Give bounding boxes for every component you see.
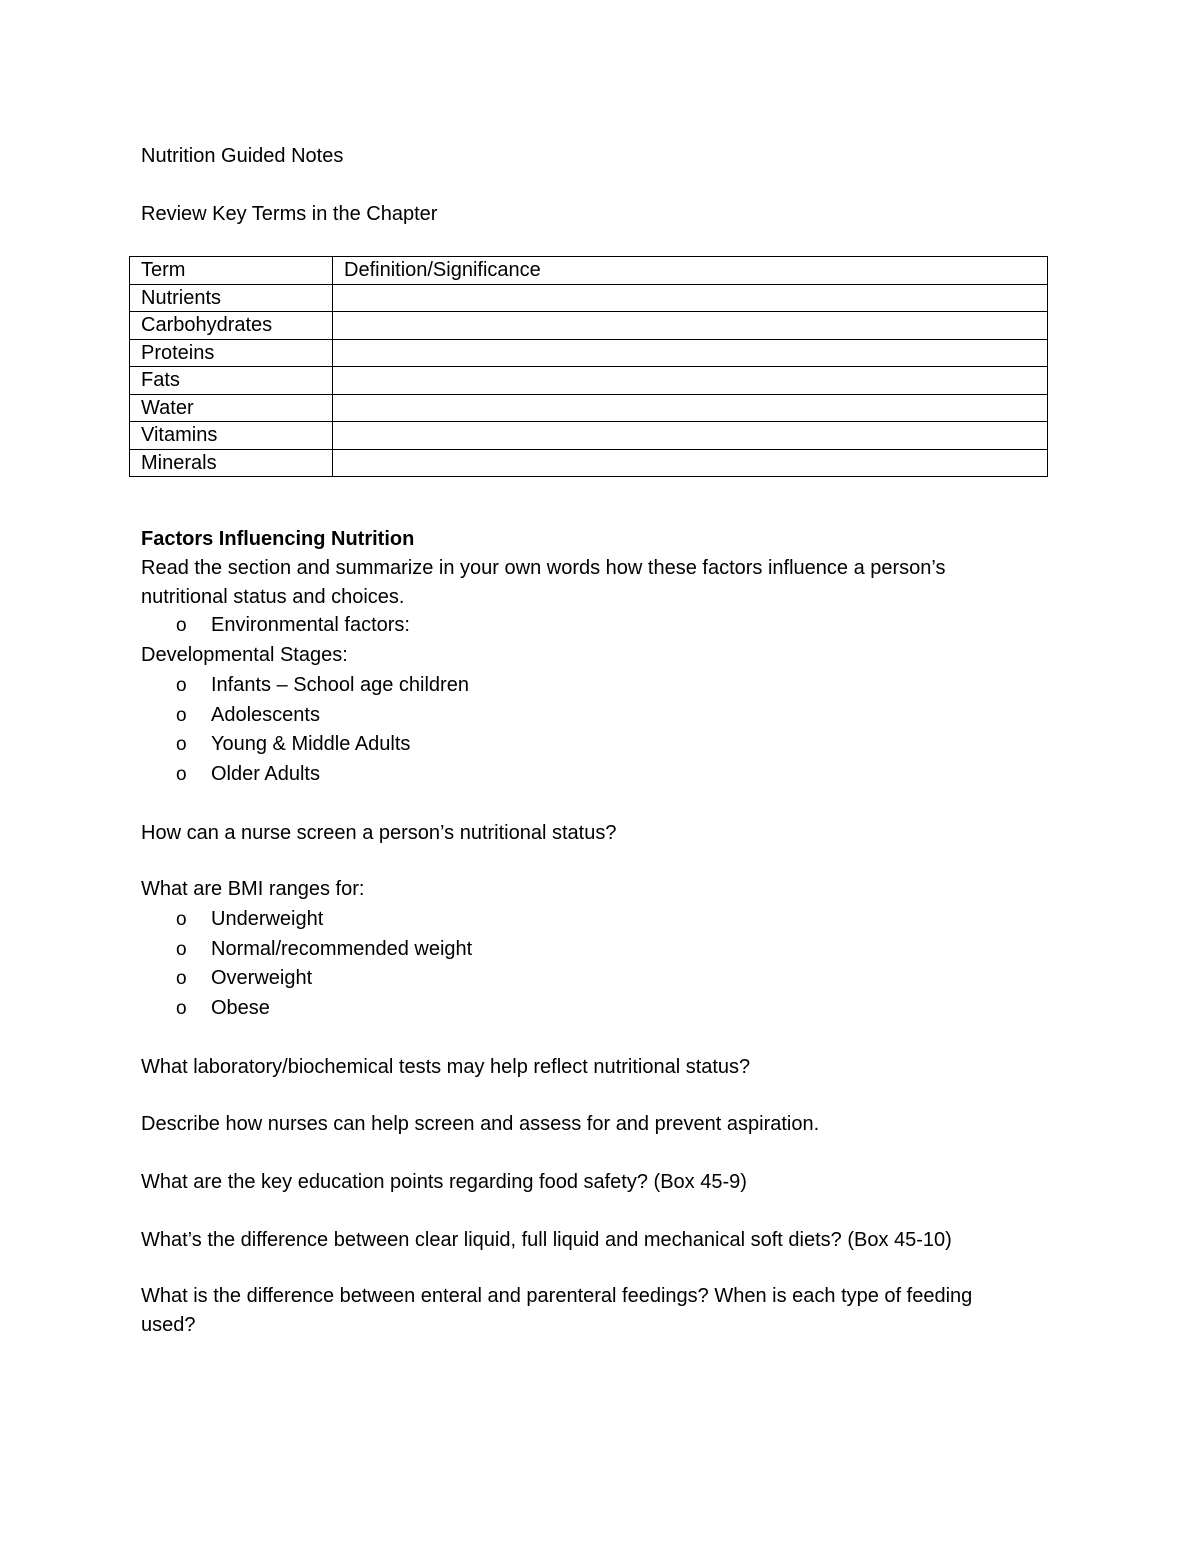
term-cell: Minerals: [130, 449, 333, 477]
table-row: [130, 339, 1048, 367]
term-cell: Water: [130, 394, 333, 422]
table-header-row: [130, 257, 1048, 285]
question-lab-tests: What laboratory/biochemical tests may help reflect nutritional status?: [141, 1056, 751, 1078]
list-item-text: Older Adults: [211, 763, 320, 785]
definition-cell[interactable]: [333, 449, 1048, 477]
table-header-definition: Definition/Significance: [333, 257, 1048, 285]
table-row: [130, 312, 1048, 340]
definition-cell[interactable]: [333, 312, 1048, 340]
term-cell: Nutrients: [130, 284, 333, 312]
list-item: [176, 906, 323, 933]
factors-heading: Factors Influencing Nutrition: [141, 528, 415, 550]
bullet-marker: o: [176, 939, 187, 960]
definition-cell[interactable]: [333, 394, 1048, 422]
review-heading: Review Key Terms in the Chapter: [141, 203, 438, 225]
list-item: [176, 936, 472, 963]
table-row: [130, 394, 1048, 422]
list-item: [176, 702, 320, 729]
bullet-marker: o: [176, 968, 187, 989]
term-cell: Vitamins: [130, 422, 333, 450]
bullet-marker: o: [176, 764, 187, 785]
question-feedings-line2: used?: [141, 1314, 196, 1336]
bullet-marker: o: [176, 615, 187, 636]
table-row: [130, 449, 1048, 477]
definition-cell[interactable]: [333, 284, 1048, 312]
list-item: [176, 995, 270, 1022]
list-item: [176, 761, 320, 788]
definition-cell[interactable]: [333, 339, 1048, 367]
list-item: [176, 612, 410, 639]
table-row: [130, 422, 1048, 450]
table-header-term: Term: [130, 257, 333, 285]
list-item: [176, 672, 469, 699]
list-item-text: Adolescents: [211, 704, 320, 726]
bullet-marker: o: [176, 734, 187, 755]
developmental-heading: Developmental Stages:: [141, 644, 348, 666]
list-item: [176, 731, 410, 758]
term-cell: Fats: [130, 367, 333, 395]
bullet-marker: o: [176, 909, 187, 930]
question-diets: What’s the difference between clear liquid, full liquid and mechanical soft diets? (Box 45-10): [141, 1229, 952, 1251]
question-feedings-line1: What is the difference between enteral and parenteral feedings? When is each type of feeding: [141, 1285, 973, 1307]
list-item-text: Normal/recommended weight: [211, 938, 473, 960]
question-aspiration: Describe how nurses can help screen and assess for and prevent aspiration.: [141, 1113, 820, 1135]
factors-instructions-line1: Read the section and summarize in your own words how these factors influence a person’s: [141, 557, 946, 579]
bmi-heading: What are BMI ranges for:: [141, 878, 365, 900]
definition-cell[interactable]: [333, 422, 1048, 450]
question-screen: How can a nurse screen a person’s nutritional status?: [141, 822, 617, 844]
table-row: [130, 284, 1048, 312]
list-item-text: Environmental factors:: [211, 614, 410, 636]
list-item-text: Young & Middle Adults: [211, 733, 411, 755]
table-row: [130, 367, 1048, 395]
term-cell: Carbohydrates: [130, 312, 333, 340]
bullet-marker: o: [176, 705, 187, 726]
list-item: [176, 965, 312, 992]
key-terms-table: [129, 256, 1048, 477]
document-title: Nutrition Guided Notes: [141, 145, 344, 167]
bullet-marker: o: [176, 998, 187, 1019]
term-cell: Proteins: [130, 339, 333, 367]
list-item-text: Overweight: [211, 967, 313, 989]
factors-instructions-line2: nutritional status and choices.: [141, 586, 405, 608]
list-item-text: Underweight: [211, 908, 324, 930]
list-item-text: Infants – School age children: [211, 674, 469, 696]
bullet-marker: o: [176, 675, 187, 696]
list-item-text: Obese: [211, 997, 270, 1019]
question-food-safety: What are the key education points regarding food safety? (Box 45-9): [141, 1171, 747, 1193]
definition-cell[interactable]: [333, 367, 1048, 395]
